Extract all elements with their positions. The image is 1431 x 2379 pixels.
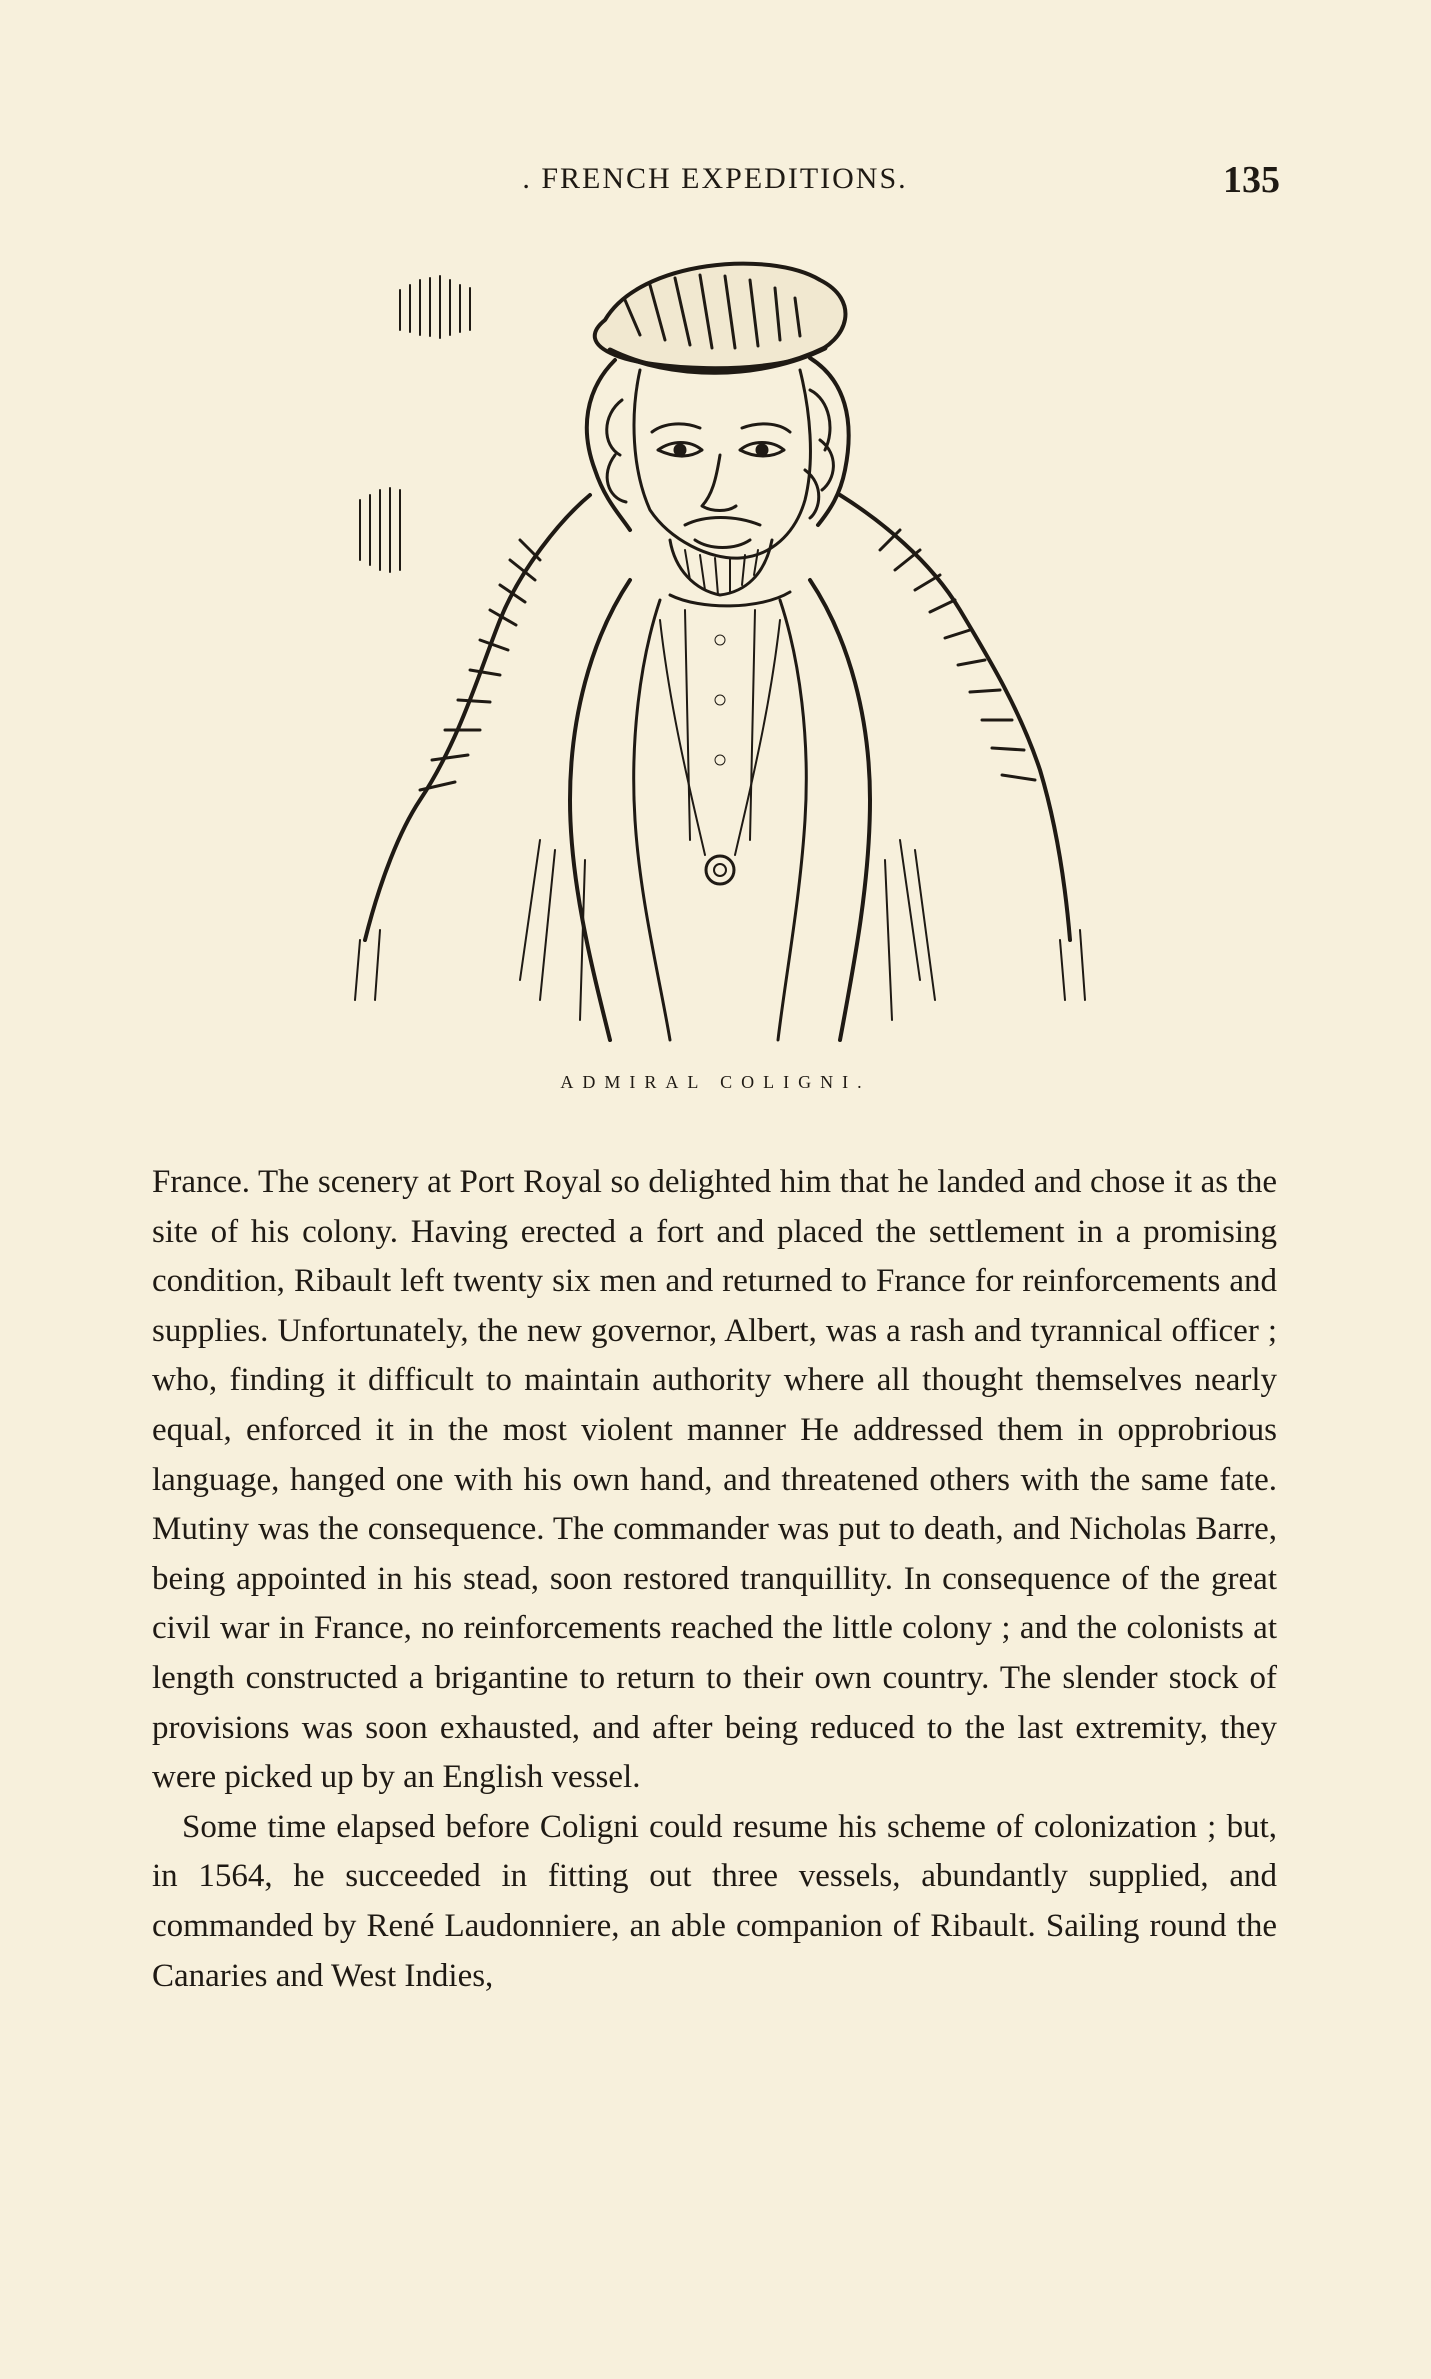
- body-text: [152, 1158, 1277, 2001]
- paragraph: France. The scenery at Port Royal so delighted him that he landed and chose it as the site of his colony. Having erected a fort and placed the settlement in a promising condition, Ribault left twenty six men and returned to France for reinforcements and supplies. Unfortunately, the new governor, Albert, was a rash and tyrannical officer ; who, finding it difficult to maintain authority where all thought themselves nearly equal, enforced it in the most violent manner He addressed them in opprobrious language, hanged one with his own hand, and threatened others with the same fate. Mutiny was the consequence. The commander was put to death, and Nicholas Barre, being appointed in his stead, soon restored tranquillity. In consequence of the great civil war in France, no reinforcements reached the little colony ; and the colonists at length constructed a brigantine to return to their own country. The slender stock of provisions was soon exhausted, and after being reduced to the last extremity, they were picked up by an English vessel.: [152, 1164, 1277, 1796]
- portrait-engraving: [340, 240, 1120, 1050]
- illustration-caption: ADMIRAL COLIGNI.: [560, 1072, 871, 1092]
- page-number: 135: [1223, 159, 1280, 201]
- running-title: . FRENCH EXPEDITIONS.: [522, 162, 908, 195]
- paragraph: Some time elapsed before Coligni could resume his scheme of colonization ; but, in 1564, he succeeded in fitting out three vessels, abundantly supplied, and commanded by René Laudonniere, an able companion of Ribault. Sailing round the Canaries and West Indies,: [152, 1808, 1277, 1994]
- running-head: [150, 158, 1280, 201]
